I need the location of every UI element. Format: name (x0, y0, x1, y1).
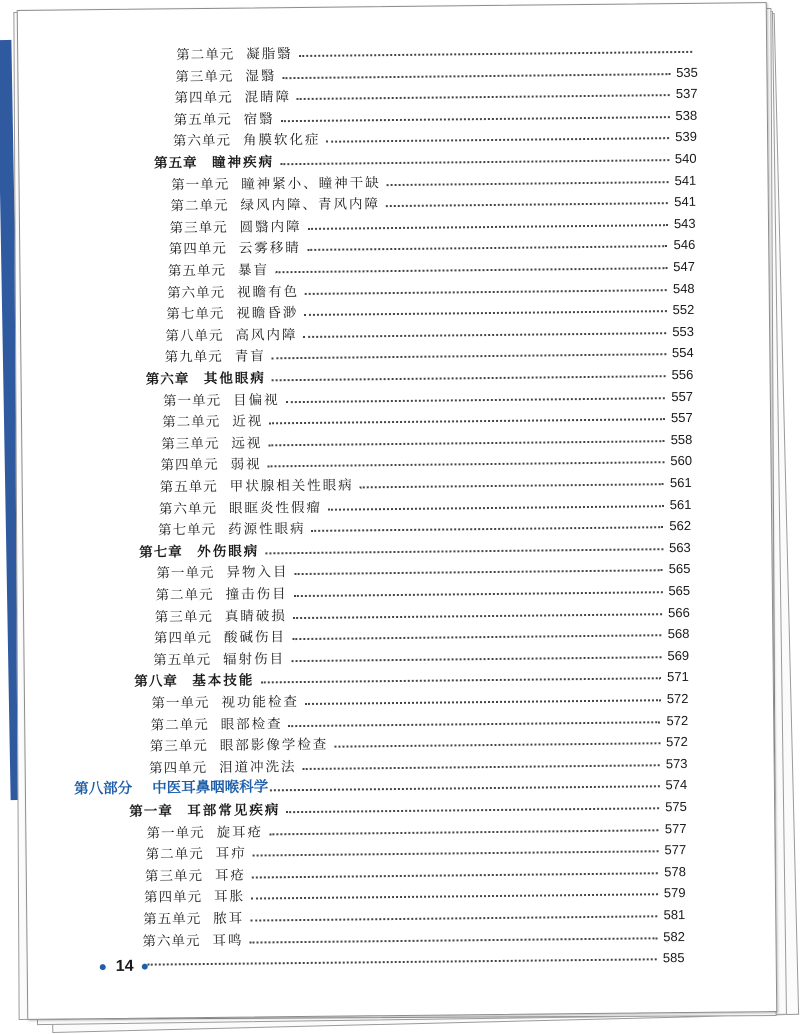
toc-entry-title: 其他眼病 (203, 370, 266, 388)
toc-entry-page: 585 (662, 950, 685, 966)
toc-entry-title: 外伤眼病 (197, 543, 260, 560)
toc-entry-title: 视功能检查 (221, 694, 300, 711)
toc-entry-label: 第六单元 (167, 284, 226, 301)
toc-entry-title: 圆翳内障 (239, 218, 302, 236)
toc-entry-unit (141, 945, 684, 971)
toc-entry-page: 568 (667, 626, 690, 642)
toc-entry-page: 577 (664, 842, 687, 858)
toc-entry-title: 眼部检查 (220, 715, 283, 733)
toc-entry-label: 第四单元 (148, 759, 208, 777)
toc-entry-title: 眼部影像学检查 (219, 736, 329, 755)
toc-entry-title: 异物入目 (226, 564, 289, 582)
toc-entry-page: 557 (671, 388, 694, 404)
dot-leader (307, 246, 668, 252)
toc-entry-title: 药源性眼病 (227, 521, 306, 538)
toc-entry-title: 宿翳 (243, 111, 275, 128)
toc-entry-page: 547 (673, 258, 696, 275)
toc-entry-title: 瞳神紧小、瞳神干缺 (241, 174, 381, 193)
toc-entry-page: 548 (672, 280, 695, 296)
toc-entry-label: 第三单元 (144, 867, 203, 885)
dot-leader (312, 526, 664, 532)
dot-leader (294, 570, 662, 576)
toc-entry-page: 581 (663, 907, 686, 923)
toc-entry-page: 561 (669, 474, 692, 491)
dot-leader (305, 699, 661, 705)
dot-leader (272, 375, 666, 381)
toc-entry-title: 凝脂翳 (246, 46, 293, 63)
dot-leader (297, 94, 670, 100)
toc-entry-title: 弱视 (230, 456, 262, 474)
toc-entry-page: 565 (668, 561, 691, 577)
toc-entry-label: 第八章 (134, 673, 178, 691)
bullet-dot-icon (100, 964, 106, 970)
toc-page (17, 2, 778, 1020)
toc-entry-page: 579 (663, 885, 686, 901)
dot-leader (251, 894, 658, 900)
toc-entry-label: 第六单元 (172, 133, 231, 150)
dot-leader (253, 850, 659, 856)
toc-entry-label: 第二单元 (150, 716, 209, 734)
toc-entry-page: 582 (663, 928, 685, 944)
toc-entry-label: 第五单元 (143, 911, 202, 928)
dot-leader (386, 202, 668, 207)
toc-entry-page: 577 (664, 820, 687, 836)
dot-leader (294, 591, 663, 597)
toc-entry-label: 第一章 (129, 803, 173, 820)
dot-leader (328, 505, 664, 511)
toc-entry-label: 第一单元 (156, 565, 215, 582)
dot-leader (265, 548, 663, 554)
toc-entry-page: 578 (664, 863, 686, 880)
toc-entry-title: 耳鸣 (212, 932, 244, 949)
toc-entry-label: 第七单元 (157, 522, 217, 539)
toc-entry-label: 第四单元 (168, 241, 227, 258)
toc-entry-title: 撞击伤目 (225, 586, 288, 603)
toc-entry-page: 566 (667, 604, 690, 620)
dot-leader (304, 332, 667, 338)
toc-entry-title: 湿翳 (245, 67, 277, 85)
toc-entry-page: 571 (667, 669, 689, 685)
toc-entry-title: 眼眶炎性假瘤 (228, 499, 322, 517)
toc-entry-label: 第八单元 (165, 327, 224, 345)
toc-entry-title: 耳部常见疾病 (187, 802, 281, 820)
toc-entry-label: 第二单元 (145, 846, 204, 863)
toc-entry-label: 第一单元 (162, 392, 222, 410)
toc-entry-title: 青盲 (234, 348, 266, 366)
page-footer (100, 958, 148, 976)
toc-entry-page: 535 (676, 64, 698, 80)
toc-entry-page: 554 (671, 345, 694, 361)
toc-entry-page: 537 (675, 86, 698, 102)
toc-entry-label: 第六单元 (158, 500, 217, 518)
dot-leader (269, 829, 659, 835)
dot-leader (275, 267, 667, 273)
toc-entry-title: 视瞻有色 (237, 283, 300, 301)
toc-entry-label: 第四单元 (144, 889, 203, 907)
dot-leader (280, 159, 669, 165)
toc-entry-label: 第五单元 (167, 262, 227, 280)
dot-leader (148, 958, 657, 965)
toc-entry-label: 第二单元 (176, 46, 235, 64)
dot-leader (292, 634, 662, 640)
dot-leader (249, 937, 657, 943)
dot-leader (289, 721, 661, 727)
dot-leader (286, 807, 659, 813)
toc-entry-page: 561 (669, 496, 692, 512)
dot-leader (303, 764, 660, 770)
toc-entry-title: 暴盲 (237, 262, 270, 279)
toc-entry-label: 第三单元 (149, 738, 208, 755)
dot-leader (269, 418, 665, 424)
dot-leader (286, 397, 666, 403)
toc-entry-label: 第八部分 (74, 781, 133, 798)
dot-leader (268, 462, 665, 468)
toc-entry-label: 第五单元 (153, 651, 212, 669)
toc-entry-page: 546 (673, 237, 696, 253)
dot-leader (250, 915, 657, 921)
toc-entry-page: 573 (665, 755, 688, 771)
dot-leader (252, 872, 658, 878)
dot-leader (334, 742, 660, 747)
toc-entry-title: 耳疮 (214, 867, 246, 884)
toc-entry-label: 第六章 (145, 371, 190, 388)
toc-entry-label: 第四单元 (153, 630, 213, 647)
toc-entry-title: 瞳神疾病 (212, 154, 275, 171)
dot-leader (272, 354, 666, 360)
toc-entry-title: 酸碱伤目 (223, 629, 287, 647)
dot-leader (326, 138, 669, 144)
toc-entry-page: 575 (665, 798, 687, 815)
toc-entry-label: 第四单元 (160, 457, 219, 474)
toc-entry-title: 真睛破损 (224, 607, 287, 625)
toc-entry-label: 第九单元 (164, 349, 223, 366)
toc-entry-page: 541 (674, 172, 697, 188)
toc-entry-page: 552 (672, 302, 695, 318)
dot-leader (360, 483, 664, 488)
toc-entry-page: 556 (671, 366, 694, 383)
toc-entry-label: 第三单元 (169, 219, 228, 237)
toc-entry-label: 第五章 (154, 155, 198, 172)
toc-entry-title: 云雾移睛 (238, 240, 301, 258)
table-of-contents (18, 3, 777, 1019)
toc-entry-title: 耳疖 (215, 845, 247, 863)
dot-leader (270, 786, 659, 792)
toc-entry-label: 第二单元 (170, 197, 229, 215)
toc-entry-label: 第一单元 (171, 176, 230, 193)
toc-entry-page: 553 (672, 323, 695, 339)
dot-leader (387, 181, 669, 186)
toc-entry-title: 视瞻昏渺 (236, 305, 299, 322)
toc-entry-label: 第一单元 (151, 694, 210, 712)
toc-entry-label: 第二单元 (155, 586, 214, 604)
toc-entry-title: 角膜软化症 (242, 132, 321, 149)
toc-entry-page: 572 (666, 734, 688, 750)
dot-leader (293, 613, 662, 619)
toc-entry-page: 557 (670, 410, 693, 426)
dot-leader (305, 289, 667, 295)
dot-leader (291, 656, 661, 662)
toc-entry-title: 混睛障 (244, 89, 292, 106)
toc-entry-title: 中医耳鼻咽喉科学 (152, 779, 269, 797)
dot-leader (299, 51, 692, 57)
dot-leader (308, 224, 668, 230)
toc-entry-page: 572 (666, 712, 689, 728)
toc-entry-label: 第六单元 (142, 932, 201, 950)
toc-entry-title: 泪道冲洗法 (218, 758, 297, 776)
toc-entry-page: 541 (674, 194, 696, 210)
toc-entry-page: 539 (675, 129, 697, 145)
toc-entry-label: 第二单元 (162, 414, 221, 431)
toc-entry-page: 563 (668, 539, 691, 555)
toc-entry-title: 耳胀 (213, 889, 246, 906)
dot-leader (268, 440, 664, 446)
toc-entry-label: 第四单元 (174, 89, 233, 107)
toc-entry-label: 第三单元 (154, 608, 213, 626)
bullet-dot-icon (142, 964, 148, 970)
toc-entry-page: 540 (674, 150, 697, 167)
toc-entry-title: 高风内障 (235, 326, 298, 344)
toc-entry-page: 572 (666, 690, 689, 707)
toc-entry-page: 574 (665, 777, 688, 793)
toc-entry-page: 558 (670, 431, 693, 447)
toc-entry-page: 565 (668, 582, 691, 599)
toc-entry-title: 基本技能 (192, 672, 255, 690)
toc-entry-title: 旋耳疮 (216, 824, 264, 841)
dot-leader (282, 73, 670, 79)
dot-leader (304, 310, 666, 316)
dot-leader (281, 116, 670, 122)
dot-leader (260, 678, 661, 684)
toc-entry-label: 第三单元 (161, 435, 220, 453)
toc-entry-page: 562 (669, 518, 692, 534)
toc-entry-label: 第七章 (139, 544, 183, 561)
toc-entry-title: 绿风内障、青风内障 (240, 196, 381, 214)
toc-entry-title: 近视 (232, 413, 264, 430)
toc-entry-label: 第五单元 (159, 478, 218, 496)
toc-entry-title: 甲状腺相关性眼病 (229, 477, 354, 495)
toc-entry-title: 辐射伤目 (223, 650, 286, 668)
toc-entry-page: 543 (673, 215, 696, 231)
toc-entry-label: 第一单元 (146, 824, 205, 842)
toc-entry-page: 538 (675, 107, 698, 123)
toc-entry-label: 第五单元 (173, 111, 232, 129)
page-number: 14 (115, 957, 134, 975)
toc-entry-label: 第七单元 (166, 305, 225, 323)
toc-entry-title: 脓耳 (213, 910, 245, 927)
toc-entry-page: 569 (667, 647, 690, 663)
toc-entry-title: 目偏视 (232, 391, 280, 409)
toc-entry-title: 远视 (231, 435, 263, 452)
toc-entry-page: 560 (670, 453, 693, 469)
toc-entry-label: 第三单元 (175, 68, 234, 85)
